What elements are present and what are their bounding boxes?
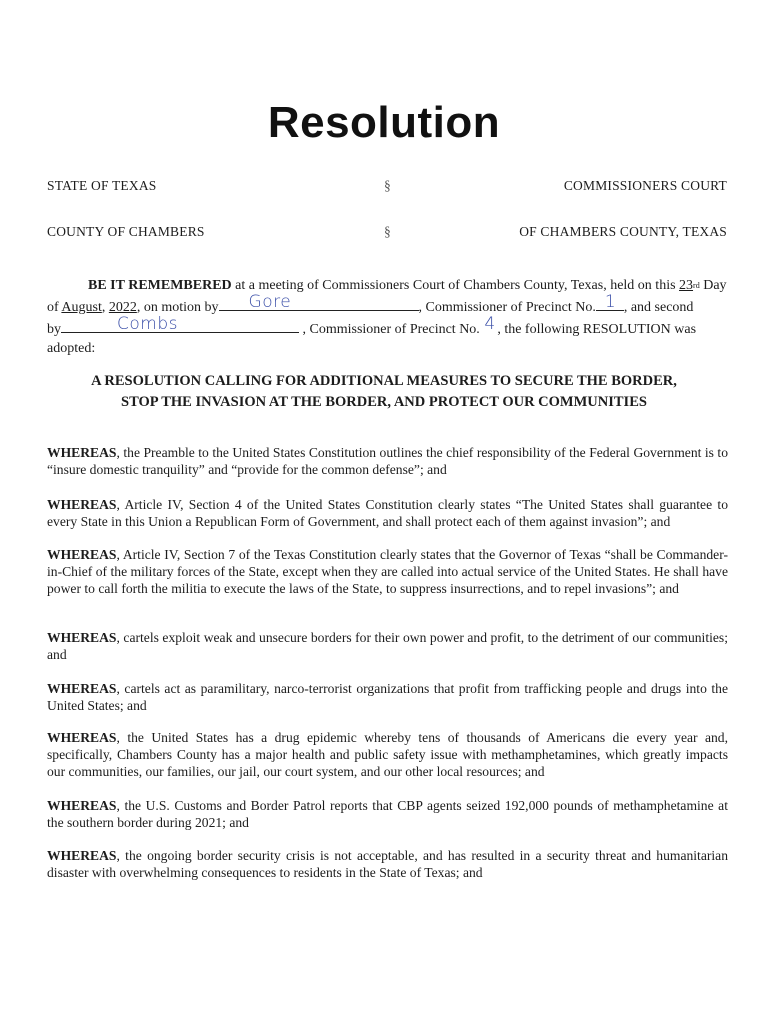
seconder-precinct-blank: [483, 314, 497, 334]
intro-line-4: [47, 339, 728, 358]
meeting-day-suffix: rd: [693, 281, 700, 290]
be-it-remembered: BE IT REMEMBERED: [88, 278, 232, 293]
intro-line-3: [47, 314, 728, 339]
whereas-label: WHEREAS: [47, 730, 117, 745]
intro-paragraph: [47, 276, 728, 358]
intro-text: , Commissioner of Precinct No.: [418, 300, 596, 315]
mover-handwritten: Gore: [248, 292, 292, 312]
whereas-clause: [47, 496, 728, 530]
seconder-handwritten: Combs: [117, 314, 178, 334]
seconder-precinct-handwritten: 4: [484, 314, 496, 334]
whereas-label: WHEREAS: [47, 798, 117, 813]
intro-text: at a meeting of Commissioners Court of Chambers County, Texas, held on this: [231, 278, 680, 293]
clause-text: , Article IV, Section 7 of the Texas Constitution clearly states that the Governor of Texas “shall be Commander-in-Chief of the military forces of the State, except when they are called into actual service of the United States. He shall have power to call forth the militia to execute the laws of the State, to suppress insurrections, and to repel invasions”; and: [47, 547, 728, 596]
intro-line-1: [47, 276, 728, 295]
heading-line-2: STOP THE INVASION AT THE BORDER, AND PROTECT OUR COMMUNITIES: [121, 394, 647, 410]
document-title: Resolution: [267, 98, 501, 147]
whereas-label: WHEREAS: [47, 445, 117, 460]
clause-text: , Article IV, Section 4 of the United States Constitution clearly states “The United States shall guarantee to every State in this Union a Republican Form of Government, and shall protect each of them against invasion”; and: [47, 497, 728, 529]
intro-text: adopted:: [47, 341, 96, 356]
whereas-clause: [47, 729, 728, 780]
section-mark-1: §: [384, 178, 391, 193]
clause-text: , cartels exploit weak and unsecure borders for their own power and profit, to the detriment of our communities; and: [47, 630, 728, 662]
clause-text: , the U.S. Customs and Border Patrol reports that CBP agents seized 192,000 pounds of methamphetamine at the southern border during 2021; and: [47, 798, 728, 830]
meeting-day: 23: [679, 278, 694, 293]
whereas-clause: [47, 629, 728, 663]
meeting-month: August: [61, 300, 102, 315]
caption-state: STATE OF TEXAS: [47, 178, 157, 193]
intro-text: , the following RESOLUTION was: [497, 322, 697, 337]
intro-text: , and second: [623, 300, 694, 315]
mover-precinct-handwritten: 1: [604, 292, 617, 312]
intro-text: , Commissioner of Precinct No.: [299, 322, 484, 337]
meeting-year: 2022: [108, 300, 137, 315]
resolution-heading: [0, 371, 768, 413]
whereas-clause: [47, 797, 728, 831]
clause-text: , the United States has a drug epidemic whereby tens of thousands of Americans die every year and, specifically, Chambers County has a major health and public safety issue with methamphetamines, which greatly impacts our communities, our families, our jail, our court system, and our other local resources; and: [47, 730, 728, 779]
whereas-clause: [47, 546, 728, 597]
whereas-clause: [47, 847, 728, 881]
caption-court: COMMISSIONERS COURT: [563, 178, 727, 193]
whereas-label: WHEREAS: [47, 681, 117, 696]
seconder-blank: [61, 314, 299, 334]
mover-precinct-blank: [596, 292, 624, 312]
whereas-label: WHEREAS: [47, 848, 117, 863]
intro-text: Day: [699, 278, 727, 293]
clause-text: , the ongoing border security crisis is not acceptable, and has resulted in a security threat and humanitarian disaster with overwhelming consequences to residents in the State of Texas; and: [47, 848, 728, 880]
mover-blank: [219, 292, 419, 312]
heading-line-1: A RESOLUTION CALLING FOR ADDITIONAL MEASURES TO SECURE THE BORDER,: [91, 373, 677, 389]
section-mark-2: §: [384, 224, 391, 239]
whereas-clause: [47, 444, 728, 478]
whereas-label: WHEREAS: [47, 547, 117, 562]
caption-county: COUNTY OF CHAMBERS: [47, 224, 205, 239]
caption-court-county: OF CHAMBERS COUNTY, TEXAS: [519, 224, 727, 239]
whereas-clause: [47, 680, 728, 714]
whereas-label: WHEREAS: [47, 497, 117, 512]
intro-text: , on motion by: [136, 300, 219, 315]
whereas-label: WHEREAS: [47, 630, 117, 645]
clause-text: , cartels act as paramilitary, narco-terrorist organizations that profit from trafficking people and drugs into the United States; and: [47, 681, 728, 713]
intro-text: ,: [101, 300, 109, 315]
clause-text: , the Preamble to the United States Constitution outlines the chief responsibility of the Federal Government is to “insure domestic tranquility” and “provide for the common defense”; and: [47, 445, 728, 477]
intro-text: of: [47, 300, 62, 315]
intro-text: by: [47, 322, 61, 337]
